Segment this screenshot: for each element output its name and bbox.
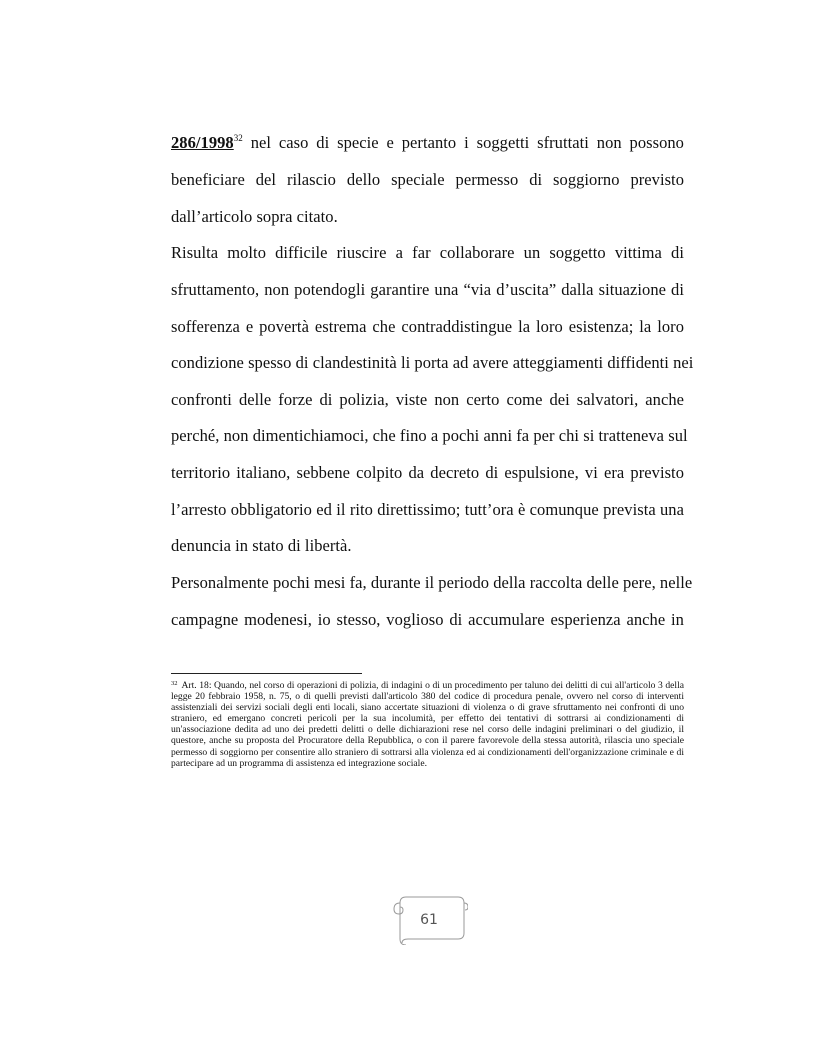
footnote-number: 32 [171,680,178,687]
paragraph-line [171,133,684,153]
paragraph-line: l’arresto obbligatorio ed il rito direttissimo; tutt’ora è comunque prevista una [171,500,684,519]
paragraph-line: dall’articolo sopra citato. [171,207,338,226]
footnote-marker: 32 [233,133,243,143]
footnote [171,680,684,769]
paragraph-line: perché, non dimentichiamoci, che fino a pochi anni fa per chi si tratteneva sul [171,426,688,445]
paragraph-line: Personalmente pochi mesi fa, durante il periodo della raccolta delle pere, nelle [171,573,693,592]
line-text: nel caso di specie e pertanto i soggetti sfruttati non possono [242,133,684,152]
page-number: 61 [420,912,438,928]
paragraph-line: campagne modenesi, io stesso, voglioso di accumulare esperienza anche in [171,610,684,629]
paragraph-line: sfruttamento, non potendogli garantire una “via d’uscita” dalla situazione di [171,280,684,299]
law-reference: 286/1998 [171,133,234,152]
paragraph-line: denuncia in stato di libertà. [171,536,352,555]
paragraph-line: sofferenza e povertà estrema che contraddistingue la loro esistenza; la loro [171,317,684,336]
paragraph-line: condizione spesso di clandestinità li porta ad avere atteggiamenti diffidenti nei [171,353,694,372]
paragraph-line: Risulta molto difficile riuscire a far collaborare un soggetto vittima di [171,243,684,262]
footnote-text: Art. 18: Quando, nel corso di operazioni di polizia, di indagini o di un procedimento per taluno dei delitti di cui all'articolo 3 della legge 20 febbraio 1958, n. 75, o di quelli previsti dall'articolo 380 del codice di procedura penale, ovvero nel corso di interventi assistenziali dei servizi sociali degli enti locali, siano accertate situazioni di violenza o di grave sfruttamento nei confronti di uno straniero, ed emergano concreti pericoli per la sua incolumità, per effetto dei tentativi di sottrarsi ai condizionamenti di un'associazione dedita ad uno dei predetti delitti o delle dichiarazioni rese nel corso delle indagini preliminari o del giudizio, il questore, anche su proposta del Procuratore della Repubblica, o con il parere favorevole della stessa autorità, rilascia uno speciale permesso di soggiorno per consentire allo straniero di sottrarsi alla violenza ed ai condizionamenti dell'organizzazione criminale e di partecipare ad un programma di assistenza ed integrazione sociale. [171,680,684,769]
paragraph-line: beneficiare del rilascio dello speciale permesso di soggiorno previsto [171,170,684,189]
paragraph-line: territorio italiano, sebbene colpito da decreto di espulsione, vi era previsto [171,463,684,482]
page-number-scroll [388,895,464,945]
paragraph-line: confronti delle forze di polizia, viste non certo come dei salvatori, anche [171,390,684,409]
footnote-separator [171,673,362,674]
